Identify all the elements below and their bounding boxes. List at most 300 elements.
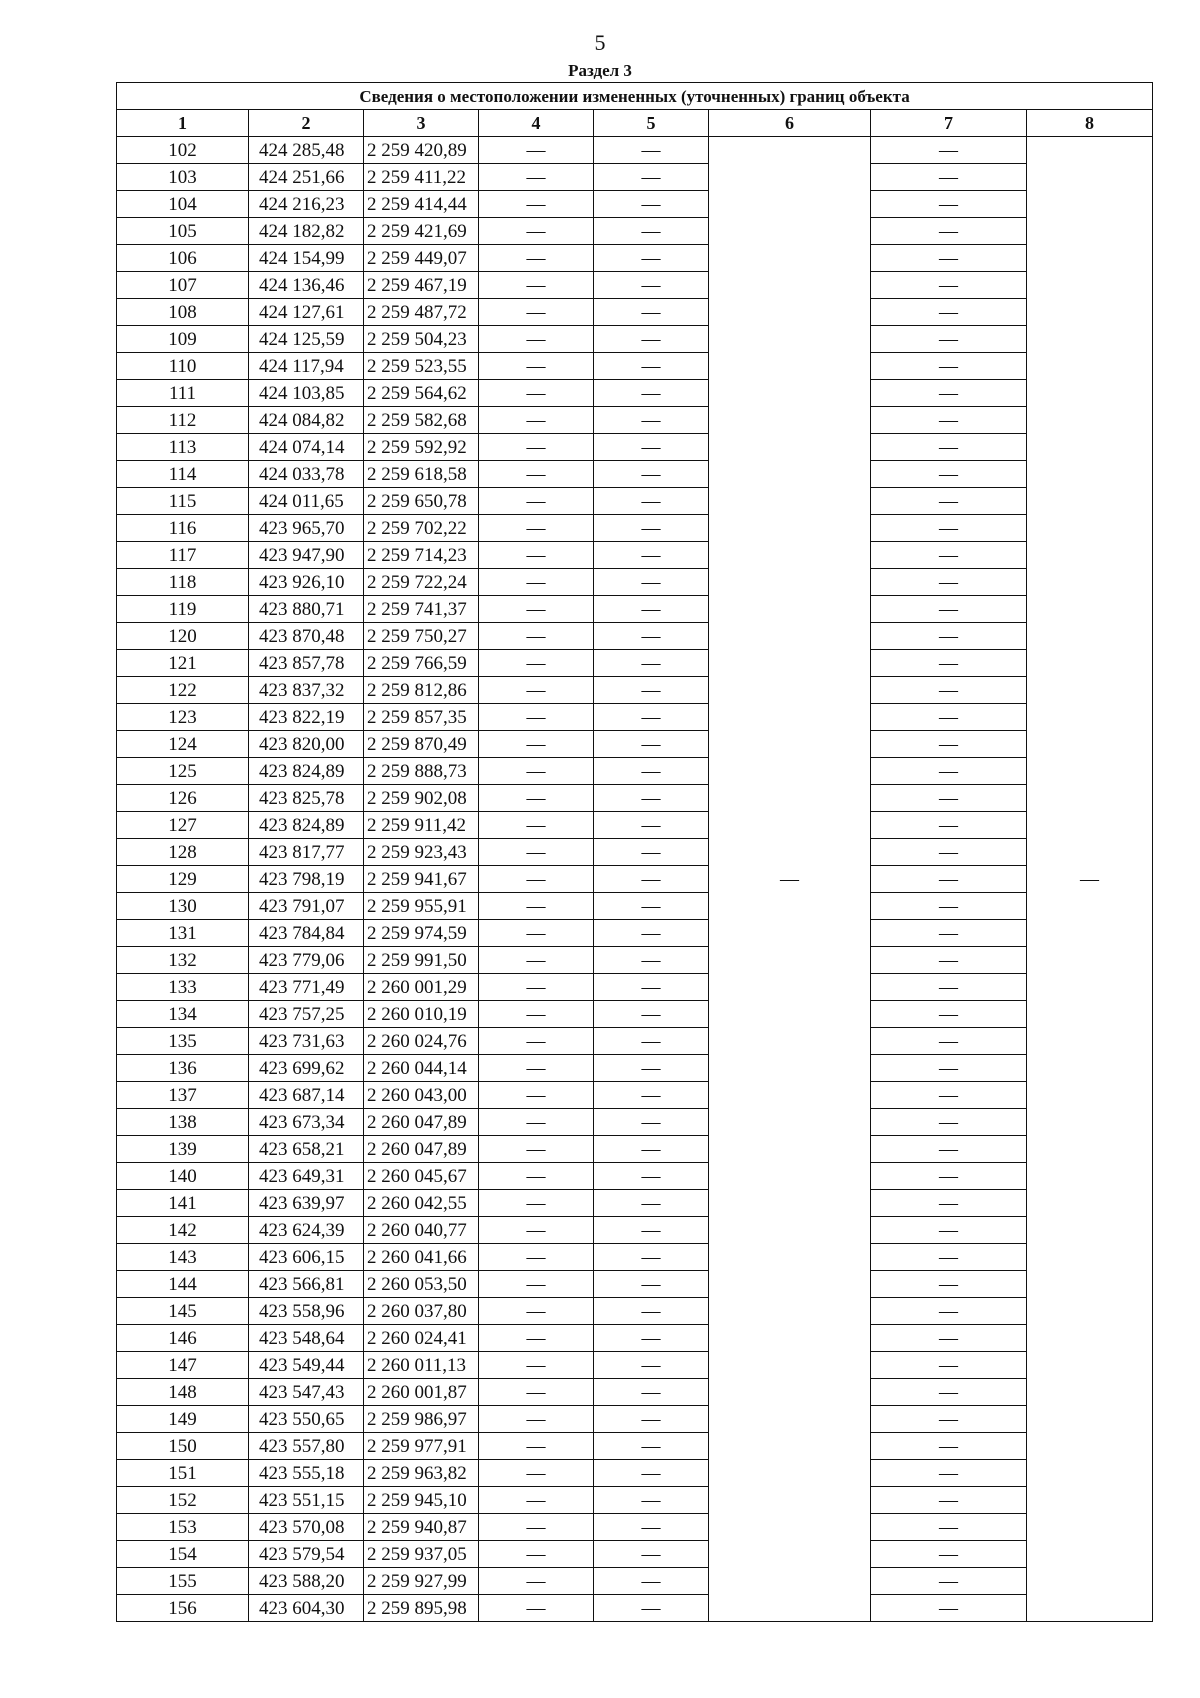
point-number-cell: 133 xyxy=(117,974,249,1001)
column-7-cell: — xyxy=(871,866,1027,893)
table-row xyxy=(117,542,1153,569)
column-7-cell: — xyxy=(871,1514,1027,1541)
y-coordinate-cell: 2 260 047,89 xyxy=(364,1136,479,1163)
column-5-cell: — xyxy=(594,245,709,272)
column-4-cell: — xyxy=(479,1028,594,1055)
column-7-cell: — xyxy=(871,1082,1027,1109)
column-7-cell: — xyxy=(871,758,1027,785)
column-7-cell: — xyxy=(871,461,1027,488)
table-row xyxy=(117,1217,1153,1244)
column-4-cell: — xyxy=(479,1217,594,1244)
column-5-cell: — xyxy=(594,1190,709,1217)
column-7-cell: — xyxy=(871,164,1027,191)
table-row xyxy=(117,164,1153,191)
y-coordinate-cell: 2 259 411,22 xyxy=(364,164,479,191)
table-row xyxy=(117,218,1153,245)
x-coordinate-cell: 423 880,71 xyxy=(249,596,364,623)
column-5-cell: — xyxy=(594,893,709,920)
table-row xyxy=(117,434,1153,461)
column-5-cell: — xyxy=(594,1406,709,1433)
x-coordinate-cell: 424 011,65 xyxy=(249,488,364,515)
column-5-cell: — xyxy=(594,758,709,785)
column-4-cell: — xyxy=(479,650,594,677)
x-coordinate-cell: 424 251,66 xyxy=(249,164,364,191)
x-coordinate-cell: 423 779,06 xyxy=(249,947,364,974)
column-4-cell: — xyxy=(479,1298,594,1325)
column-7-cell: — xyxy=(871,1001,1027,1028)
point-number-cell: 123 xyxy=(117,704,249,731)
column-7-cell: — xyxy=(871,1352,1027,1379)
column-7-cell: — xyxy=(871,920,1027,947)
point-number-cell: 152 xyxy=(117,1487,249,1514)
point-number-cell: 129 xyxy=(117,866,249,893)
table-row xyxy=(117,650,1153,677)
x-coordinate-cell: 423 555,18 xyxy=(249,1460,364,1487)
column-7-cell: — xyxy=(871,677,1027,704)
y-coordinate-cell: 2 259 449,07 xyxy=(364,245,479,272)
point-number-cell: 149 xyxy=(117,1406,249,1433)
column-5-cell: — xyxy=(594,1352,709,1379)
table-row xyxy=(117,272,1153,299)
column-4-cell: — xyxy=(479,218,594,245)
column-4-cell: — xyxy=(479,1001,594,1028)
point-number-cell: 121 xyxy=(117,650,249,677)
column-5-cell: — xyxy=(594,1001,709,1028)
y-coordinate-cell: 2 259 812,86 xyxy=(364,677,479,704)
x-coordinate-cell: 423 824,89 xyxy=(249,812,364,839)
column-7-cell: — xyxy=(871,1271,1027,1298)
y-coordinate-cell: 2 260 024,41 xyxy=(364,1325,479,1352)
column-7-cell: — xyxy=(871,488,1027,515)
table-row xyxy=(117,1055,1153,1082)
table-row xyxy=(117,380,1153,407)
column-5-cell: — xyxy=(594,623,709,650)
y-coordinate-cell: 2 260 010,19 xyxy=(364,1001,479,1028)
y-coordinate-cell: 2 259 722,24 xyxy=(364,569,479,596)
column-5-cell: — xyxy=(594,947,709,974)
x-coordinate-cell: 424 154,99 xyxy=(249,245,364,272)
column-4-cell: — xyxy=(479,299,594,326)
column-5-cell: — xyxy=(594,1163,709,1190)
column-4-cell: — xyxy=(479,1460,594,1487)
x-coordinate-cell: 423 551,15 xyxy=(249,1487,364,1514)
table-row xyxy=(117,488,1153,515)
table-row xyxy=(117,1352,1153,1379)
column-7-cell: — xyxy=(871,1379,1027,1406)
column-5-cell: — xyxy=(594,839,709,866)
column-4-cell: — xyxy=(479,785,594,812)
column-4-cell: — xyxy=(479,1379,594,1406)
point-number-cell: 154 xyxy=(117,1541,249,1568)
y-coordinate-cell: 2 259 650,78 xyxy=(364,488,479,515)
column-header-1: 1 xyxy=(117,110,249,137)
x-coordinate-cell: 423 547,43 xyxy=(249,1379,364,1406)
point-number-cell: 103 xyxy=(117,164,249,191)
column-4-cell: — xyxy=(479,1568,594,1595)
column-7-cell: — xyxy=(871,1028,1027,1055)
x-coordinate-cell: 423 549,44 xyxy=(249,1352,364,1379)
section-title: Раздел 3 xyxy=(568,61,632,80)
table-row xyxy=(117,731,1153,758)
x-coordinate-cell: 424 136,46 xyxy=(249,272,364,299)
column-4-cell: — xyxy=(479,839,594,866)
y-coordinate-cell: 2 260 037,80 xyxy=(364,1298,479,1325)
column-4-cell: — xyxy=(479,1271,594,1298)
column-5-cell: — xyxy=(594,1595,709,1622)
x-coordinate-cell: 423 824,89 xyxy=(249,758,364,785)
y-coordinate-cell: 2 260 053,50 xyxy=(364,1271,479,1298)
column-6-merged-cell: — xyxy=(709,137,871,1622)
column-5-cell: — xyxy=(594,218,709,245)
point-number-cell: 135 xyxy=(117,1028,249,1055)
point-number-cell: 115 xyxy=(117,488,249,515)
column-5-cell: — xyxy=(594,326,709,353)
y-coordinate-cell: 2 259 963,82 xyxy=(364,1460,479,1487)
point-number-cell: 144 xyxy=(117,1271,249,1298)
column-4-cell: — xyxy=(479,434,594,461)
column-header-6: 6 xyxy=(709,110,871,137)
y-coordinate-cell: 2 259 487,72 xyxy=(364,299,479,326)
y-coordinate-cell: 2 259 923,43 xyxy=(364,839,479,866)
column-4-cell: — xyxy=(479,1514,594,1541)
column-7-cell: — xyxy=(871,731,1027,758)
y-coordinate-cell: 2 259 991,50 xyxy=(364,947,479,974)
column-4-cell: — xyxy=(479,515,594,542)
table-row xyxy=(117,1595,1153,1622)
column-7-cell: — xyxy=(871,1595,1027,1622)
point-number-cell: 131 xyxy=(117,920,249,947)
column-7-cell: — xyxy=(871,1136,1027,1163)
point-number-cell: 111 xyxy=(117,380,249,407)
table-body xyxy=(117,137,1153,1622)
column-4-cell: — xyxy=(479,1487,594,1514)
column-4-cell: — xyxy=(479,866,594,893)
column-7-cell: — xyxy=(871,407,1027,434)
point-number-cell: 138 xyxy=(117,1109,249,1136)
point-number-cell: 122 xyxy=(117,677,249,704)
point-number-cell: 137 xyxy=(117,1082,249,1109)
x-coordinate-cell: 423 570,08 xyxy=(249,1514,364,1541)
y-coordinate-cell: 2 259 741,37 xyxy=(364,596,479,623)
column-7-cell: — xyxy=(871,1325,1027,1352)
column-5-cell: — xyxy=(594,1514,709,1541)
column-5-cell: — xyxy=(594,1379,709,1406)
x-coordinate-cell: 424 127,61 xyxy=(249,299,364,326)
point-number-cell: 145 xyxy=(117,1298,249,1325)
column-header-8: 8 xyxy=(1027,110,1153,137)
table-row xyxy=(117,569,1153,596)
y-coordinate-cell: 2 259 888,73 xyxy=(364,758,479,785)
table-row xyxy=(117,947,1153,974)
table-row xyxy=(117,191,1153,218)
point-number-cell: 105 xyxy=(117,218,249,245)
x-coordinate-cell: 423 579,54 xyxy=(249,1541,364,1568)
column-5-cell: — xyxy=(594,1541,709,1568)
x-coordinate-cell: 424 216,23 xyxy=(249,191,364,218)
x-coordinate-cell: 423 857,78 xyxy=(249,650,364,677)
column-7-cell: — xyxy=(871,1190,1027,1217)
y-coordinate-cell: 2 260 047,89 xyxy=(364,1109,479,1136)
y-coordinate-cell: 2 259 986,97 xyxy=(364,1406,479,1433)
column-7-cell: — xyxy=(871,893,1027,920)
column-5-cell: — xyxy=(594,407,709,434)
y-coordinate-cell: 2 259 564,62 xyxy=(364,380,479,407)
column-4-cell: — xyxy=(479,1433,594,1460)
table-caption: Сведения о местоположении измененных (уточненных) границ объекта xyxy=(117,83,1153,110)
column-7-cell: — xyxy=(871,839,1027,866)
x-coordinate-cell: 423 784,84 xyxy=(249,920,364,947)
column-7-cell: — xyxy=(871,1433,1027,1460)
column-7-cell: — xyxy=(871,218,1027,245)
point-number-cell: 151 xyxy=(117,1460,249,1487)
y-coordinate-cell: 2 260 011,13 xyxy=(364,1352,479,1379)
table-row xyxy=(117,1379,1153,1406)
column-5-cell: — xyxy=(594,515,709,542)
column-5-cell: — xyxy=(594,272,709,299)
column-7-cell: — xyxy=(871,1460,1027,1487)
y-coordinate-cell: 2 259 618,58 xyxy=(364,461,479,488)
y-coordinate-cell: 2 259 523,55 xyxy=(364,353,479,380)
table-row xyxy=(117,677,1153,704)
column-5-cell: — xyxy=(594,650,709,677)
column-7-cell: — xyxy=(871,299,1027,326)
y-coordinate-cell: 2 260 043,00 xyxy=(364,1082,479,1109)
table-row xyxy=(117,785,1153,812)
y-coordinate-cell: 2 259 902,08 xyxy=(364,785,479,812)
x-coordinate-cell: 423 658,21 xyxy=(249,1136,364,1163)
column-4-cell: — xyxy=(479,623,594,650)
column-7-cell: — xyxy=(871,1568,1027,1595)
column-8-merged-cell: — xyxy=(1027,137,1153,1622)
y-coordinate-cell: 2 259 592,92 xyxy=(364,434,479,461)
x-coordinate-cell: 423 822,19 xyxy=(249,704,364,731)
column-5-cell: — xyxy=(594,785,709,812)
x-coordinate-cell: 423 557,80 xyxy=(249,1433,364,1460)
y-coordinate-cell: 2 260 040,77 xyxy=(364,1217,479,1244)
x-coordinate-cell: 423 731,63 xyxy=(249,1028,364,1055)
table-row xyxy=(117,1082,1153,1109)
column-4-cell: — xyxy=(479,164,594,191)
point-number-cell: 153 xyxy=(117,1514,249,1541)
point-number-cell: 156 xyxy=(117,1595,249,1622)
column-5-cell: — xyxy=(594,434,709,461)
point-number-cell: 134 xyxy=(117,1001,249,1028)
column-header-4: 4 xyxy=(479,110,594,137)
column-7-cell: — xyxy=(871,974,1027,1001)
y-coordinate-cell: 2 259 927,99 xyxy=(364,1568,479,1595)
y-coordinate-cell: 2 260 044,14 xyxy=(364,1055,479,1082)
column-7-cell: — xyxy=(871,353,1027,380)
column-7-cell: — xyxy=(871,569,1027,596)
column-5-cell: — xyxy=(594,1568,709,1595)
y-coordinate-cell: 2 259 895,98 xyxy=(364,1595,479,1622)
column-7-cell: — xyxy=(871,596,1027,623)
table-row xyxy=(117,1541,1153,1568)
column-5-cell: — xyxy=(594,380,709,407)
column-7-cell: — xyxy=(871,812,1027,839)
column-7-cell: — xyxy=(871,947,1027,974)
table-row xyxy=(117,1298,1153,1325)
table-row xyxy=(117,245,1153,272)
x-coordinate-cell: 423 771,49 xyxy=(249,974,364,1001)
column-5-cell: — xyxy=(594,353,709,380)
point-number-cell: 136 xyxy=(117,1055,249,1082)
table-row xyxy=(117,461,1153,488)
x-coordinate-cell: 423 757,25 xyxy=(249,1001,364,1028)
column-7-cell: — xyxy=(871,1055,1027,1082)
column-4-cell: — xyxy=(479,812,594,839)
y-coordinate-cell: 2 259 940,87 xyxy=(364,1514,479,1541)
point-number-cell: 102 xyxy=(117,137,249,164)
y-coordinate-cell: 2 259 955,91 xyxy=(364,893,479,920)
table-row xyxy=(117,1190,1153,1217)
column-5-cell: — xyxy=(594,1298,709,1325)
x-coordinate-cell: 423 649,31 xyxy=(249,1163,364,1190)
y-coordinate-cell: 2 259 702,22 xyxy=(364,515,479,542)
column-7-cell: — xyxy=(871,1217,1027,1244)
column-5-cell: — xyxy=(594,974,709,1001)
column-5-cell: — xyxy=(594,920,709,947)
x-coordinate-cell: 423 870,48 xyxy=(249,623,364,650)
x-coordinate-cell: 423 965,70 xyxy=(249,515,364,542)
y-coordinate-cell: 2 260 001,29 xyxy=(364,974,479,1001)
point-number-cell: 139 xyxy=(117,1136,249,1163)
y-coordinate-cell: 2 260 045,67 xyxy=(364,1163,479,1190)
point-number-cell: 146 xyxy=(117,1325,249,1352)
point-number-cell: 147 xyxy=(117,1352,249,1379)
x-coordinate-cell: 423 837,32 xyxy=(249,677,364,704)
point-number-cell: 104 xyxy=(117,191,249,218)
column-4-cell: — xyxy=(479,137,594,164)
x-coordinate-cell: 423 699,62 xyxy=(249,1055,364,1082)
column-5-cell: — xyxy=(594,731,709,758)
x-coordinate-cell: 423 687,14 xyxy=(249,1082,364,1109)
column-5-cell: — xyxy=(594,677,709,704)
column-4-cell: — xyxy=(479,1325,594,1352)
column-5-cell: — xyxy=(594,812,709,839)
column-7-cell: — xyxy=(871,326,1027,353)
column-5-cell: — xyxy=(594,1217,709,1244)
column-5-cell: — xyxy=(594,1271,709,1298)
y-coordinate-cell: 2 259 937,05 xyxy=(364,1541,479,1568)
column-header-2: 2 xyxy=(249,110,364,137)
point-number-cell: 140 xyxy=(117,1163,249,1190)
column-5-cell: — xyxy=(594,569,709,596)
column-4-cell: — xyxy=(479,542,594,569)
x-coordinate-cell: 423 947,90 xyxy=(249,542,364,569)
y-coordinate-cell: 2 259 504,23 xyxy=(364,326,479,353)
column-4-cell: — xyxy=(479,1136,594,1163)
column-4-cell: — xyxy=(479,569,594,596)
table-row xyxy=(117,1271,1153,1298)
column-5-cell: — xyxy=(594,164,709,191)
column-4-cell: — xyxy=(479,1082,594,1109)
column-5-cell: — xyxy=(594,596,709,623)
y-coordinate-cell: 2 259 911,42 xyxy=(364,812,479,839)
x-coordinate-cell: 423 639,97 xyxy=(249,1190,364,1217)
x-coordinate-cell: 423 820,00 xyxy=(249,731,364,758)
table-row xyxy=(117,758,1153,785)
y-coordinate-cell: 2 259 857,35 xyxy=(364,704,479,731)
column-7-cell: — xyxy=(871,1244,1027,1271)
column-7-cell: — xyxy=(871,704,1027,731)
x-coordinate-cell: 423 566,81 xyxy=(249,1271,364,1298)
column-5-cell: — xyxy=(594,1244,709,1271)
point-number-cell: 125 xyxy=(117,758,249,785)
point-number-cell: 143 xyxy=(117,1244,249,1271)
y-coordinate-cell: 2 259 945,10 xyxy=(364,1487,479,1514)
column-5-cell: — xyxy=(594,191,709,218)
column-7-cell: — xyxy=(871,1109,1027,1136)
column-5-cell: — xyxy=(594,704,709,731)
column-5-cell: — xyxy=(594,1109,709,1136)
point-number-cell: 127 xyxy=(117,812,249,839)
point-number-cell: 107 xyxy=(117,272,249,299)
column-7-cell: — xyxy=(871,650,1027,677)
y-coordinate-cell: 2 259 414,44 xyxy=(364,191,479,218)
x-coordinate-cell: 423 548,64 xyxy=(249,1325,364,1352)
column-5-cell: — xyxy=(594,1055,709,1082)
x-coordinate-cell: 423 673,34 xyxy=(249,1109,364,1136)
column-7-cell: — xyxy=(871,785,1027,812)
column-4-cell: — xyxy=(479,1163,594,1190)
column-4-cell: — xyxy=(479,191,594,218)
x-coordinate-cell: 424 285,48 xyxy=(249,137,364,164)
point-number-cell: 110 xyxy=(117,353,249,380)
y-coordinate-cell: 2 260 042,55 xyxy=(364,1190,479,1217)
table-row xyxy=(117,1487,1153,1514)
y-coordinate-cell: 2 260 001,87 xyxy=(364,1379,479,1406)
table-row xyxy=(117,812,1153,839)
point-number-cell: 114 xyxy=(117,461,249,488)
column-5-cell: — xyxy=(594,1136,709,1163)
column-header-5: 5 xyxy=(594,110,709,137)
column-4-cell: — xyxy=(479,731,594,758)
column-7-cell: — xyxy=(871,542,1027,569)
y-coordinate-cell: 2 259 750,27 xyxy=(364,623,479,650)
x-coordinate-cell: 424 084,82 xyxy=(249,407,364,434)
column-4-cell: — xyxy=(479,1109,594,1136)
column-4-cell: — xyxy=(479,326,594,353)
page-number: 5 xyxy=(594,30,606,55)
column-4-cell: — xyxy=(479,380,594,407)
table-row xyxy=(117,839,1153,866)
column-5-cell: — xyxy=(594,1082,709,1109)
y-coordinate-cell: 2 259 421,69 xyxy=(364,218,479,245)
x-coordinate-cell: 423 588,20 xyxy=(249,1568,364,1595)
table-row xyxy=(117,1433,1153,1460)
column-4-cell: — xyxy=(479,1244,594,1271)
table-row xyxy=(117,623,1153,650)
y-coordinate-cell: 2 260 041,66 xyxy=(364,1244,479,1271)
column-7-cell: — xyxy=(871,1406,1027,1433)
column-5-cell: — xyxy=(594,461,709,488)
column-4-cell: — xyxy=(479,488,594,515)
point-number-cell: 128 xyxy=(117,839,249,866)
column-5-cell: — xyxy=(594,299,709,326)
table-row xyxy=(117,1514,1153,1541)
y-coordinate-cell: 2 259 977,91 xyxy=(364,1433,479,1460)
table-row xyxy=(117,893,1153,920)
point-number-cell: 119 xyxy=(117,596,249,623)
table-row xyxy=(117,1001,1153,1028)
point-number-cell: 148 xyxy=(117,1379,249,1406)
column-4-cell: — xyxy=(479,1541,594,1568)
column-7-cell: — xyxy=(871,137,1027,164)
column-7-cell: — xyxy=(871,623,1027,650)
x-coordinate-cell: 423 558,96 xyxy=(249,1298,364,1325)
coordinates-table xyxy=(116,82,1153,1622)
